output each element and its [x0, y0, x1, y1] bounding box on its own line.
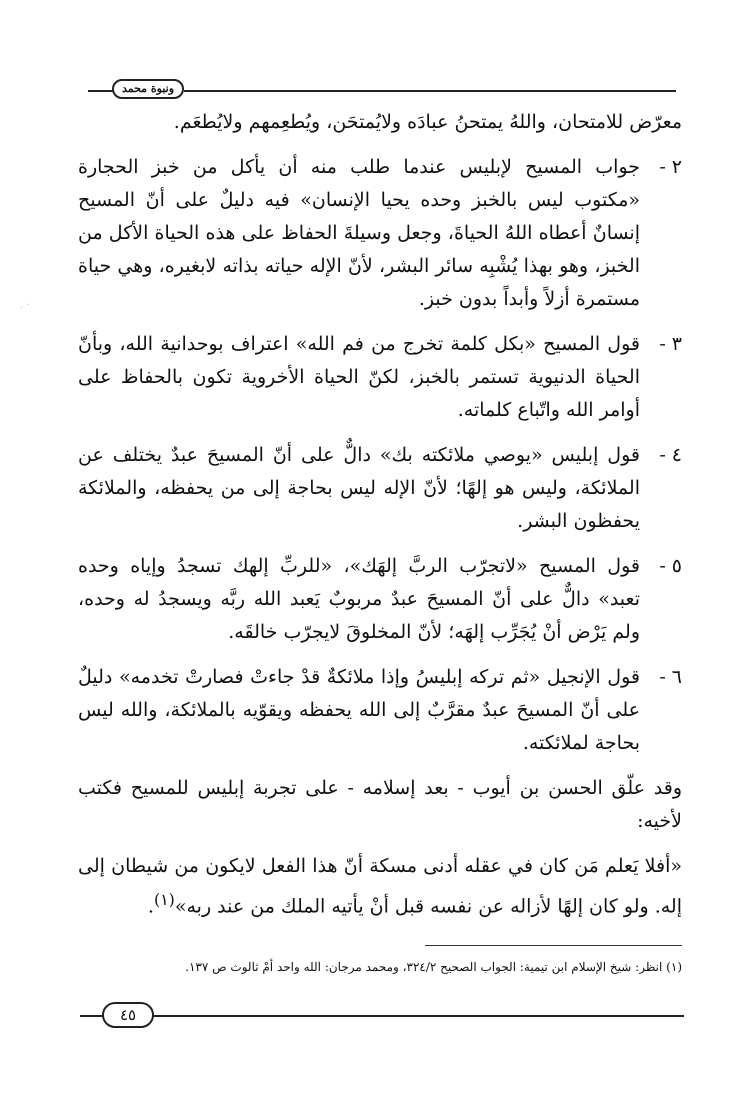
intro-paragraph: معرّض للامتحان، واللهُ يمتحنُ عبادَه ولايُمتحَن، ويُطعِمهم ولايُطعَم. — [173, 111, 682, 133]
item-number: ٥ - — [659, 555, 682, 577]
body-text — [78, 106, 682, 935]
quote-paragraph — [78, 850, 682, 923]
footer-rule-left — [80, 1015, 104, 1017]
quote-text: «أفلا يَعلم مَن كان في عقله أدنى مسكة أنّ هذا الفعل لايكون من شيطان إلى إله. ولو كان إلهًا لأزاله عن نفسه قبل أنْ يأتيه الملك من عند ربه» — [78, 855, 682, 918]
page-number: ٤٥ — [102, 1002, 154, 1028]
header-rule-left — [88, 90, 114, 92]
header-rule-right — [184, 90, 676, 92]
item-text: قول المسيح «بكل كلمة تخرج من فم الله» اعتراف بوحدانية الله، وبأنّ الحياة الدنيوية تستمر بالخبز، لكنّ الحياة الأخروية تكون بالحفاظ على أوامر الله واتّباع كلماته. — [78, 333, 640, 421]
item-text: جواب المسيح لإبليس عندما طلب منه أن يأكل من خبز الحجارة «مكتوب ليس بالخبز وحده يحيا الإنسان» فيه دليلٌ على أنّ المسيح إنسانٌ أعطاه اللهُ الحياةَ، وجعل وسيلةَ الحفاظ على هذه الحياة الأكل من الخبز، وهو بهذا يُشْبِه سائر البشر، لأنّ الإله حياته بذاته لابغيره، وهي حياة مستمرة أزلاً وأبداً بدون خبز. — [78, 156, 640, 310]
list-item — [78, 151, 682, 316]
item-number: ٦ - — [659, 666, 682, 688]
item-text: قول المسيح «لاتجرّب الربَّ إلهَك»، «للربِّ إلهك تسجدُ وإياه وحده تعبد» دالٌّ على أنّ المسيحَ عبدٌ مربوبٌ يَعبد الله ربَّه ويسجدُ له وحده، ولم يَرْض أنْ يُجَرِّب إلهَه؛ لأنّ المخلوقَ لايجرّب خالقَه. — [78, 555, 640, 643]
item-text: قول الإنجيل «ثم تركه إبليسُ وإذا ملائكةٌ قدْ جاءتْ فصارتْ تخدمه» دليلٌ على أنّ المسيحَ عبدٌ مقرَّبٌ إلى الله يحفظه ويقوّيه بالملائكة، والله ليس بحاجة لملائكته. — [78, 666, 640, 754]
item-number: ٢ - — [659, 156, 682, 178]
item-number: ٣ - — [659, 333, 682, 355]
footnote-ref[interactable]: (١) — [153, 890, 175, 909]
item-text: قول إبليس «يوصي ملائكته بك» دالٌّ على أنّ المسيحَ عبدٌ يختلف عن الملائكة، وليس هو إلهًا؛ لأنّ الإله ليس بحاجة إلى من يحفظه، والملائكة يحفظون البشر. — [78, 444, 640, 532]
quote-end: . — [147, 895, 154, 918]
list-item — [78, 550, 682, 649]
footnote-rule — [425, 945, 682, 946]
list-item — [78, 661, 682, 760]
footer-rule-right — [152, 1015, 684, 1017]
footnote: (١) انظر: شيخ الإسلام ابن تيمية: الجواب الصحيح ٣٢٤/٢، ومحمد مرجان: الله واحد أمْ ثالوث ص ١٣٧. — [185, 960, 682, 974]
list-item — [78, 328, 682, 427]
item-number: ٤ - — [659, 444, 682, 466]
running-header: ونبوة محمد — [112, 79, 184, 99]
commentary-paragraph: وقد علّق الحسن بن أيوب - بعد إسلامه - على تجربة إبليس للمسيح فكتب لأخيه: — [78, 777, 682, 832]
edge-mark: . · — [20, 300, 30, 311]
list-item — [78, 439, 682, 538]
